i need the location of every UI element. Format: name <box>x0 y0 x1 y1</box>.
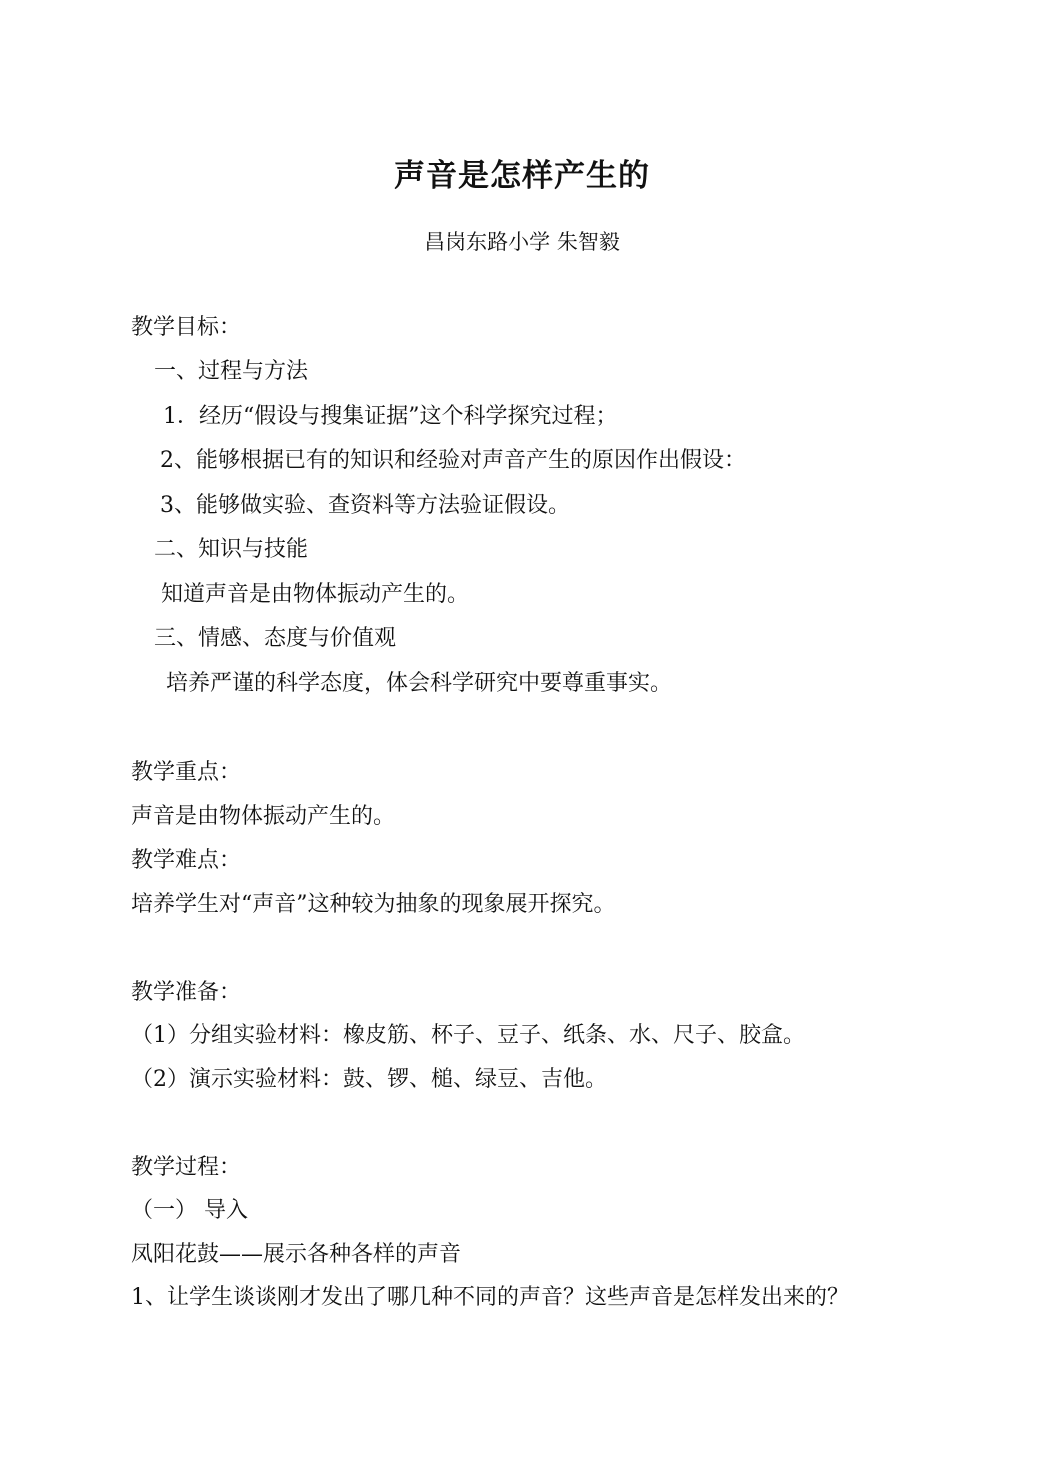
objectives-attitude-text: 培养严谨的科学态度，体会科学研究中要尊重事实。 <box>166 671 673 696</box>
preparation-heading: 教学准备： <box>131 980 242 1005</box>
objectives-section-process: 一、过程与方法 <box>154 359 309 384</box>
process-intro-text: 凤阳花鼓——展示各种各样的声音 <box>131 1242 462 1267</box>
objectives-heading: 教学目标： <box>131 315 242 340</box>
preparation-item-1: （1）分组实验材料：橡皮筋、杯子、豆子、纸条、水、尺子、胶盒。 <box>131 1023 805 1048</box>
objectives-item-1: 1．经历“假设与搜集证据”这个科学探究过程； <box>163 404 618 429</box>
objectives-section-attitude: 三、情感、态度与价值观 <box>154 626 397 651</box>
objectives-knowledge-text: 知道声音是由物体振动产生的。 <box>161 582 470 607</box>
process-item-1: 1、让学生谈谈刚才发出了哪几种不同的声音？这些声音是怎样发出来的？ <box>131 1285 849 1310</box>
key-point-heading: 教学重点： <box>131 760 242 785</box>
author-line: 昌岗东路小学 朱智毅 <box>424 230 620 254</box>
document-title: 声音是怎样产生的 <box>394 158 650 194</box>
process-heading: 教学过程： <box>131 1155 242 1180</box>
objectives-item-3: 3、能够做实验、查资料等方法验证假设。 <box>160 493 570 518</box>
objectives-item-2: 2、能够根据已有的知识和经验对声音产生的原因作出假设： <box>160 448 746 473</box>
key-point-text: 声音是由物体振动产生的。 <box>131 804 396 829</box>
process-section-intro: （一） 导入 <box>131 1198 248 1223</box>
difficulty-text: 培养学生对“声音”这种较为抽象的现象展开探究。 <box>131 892 616 917</box>
preparation-item-2: （2）演示实验材料：鼓、锣、槌、绿豆、吉他。 <box>131 1067 607 1092</box>
objectives-section-knowledge: 二、知识与技能 <box>154 537 309 562</box>
difficulty-heading: 教学难点： <box>131 848 242 873</box>
